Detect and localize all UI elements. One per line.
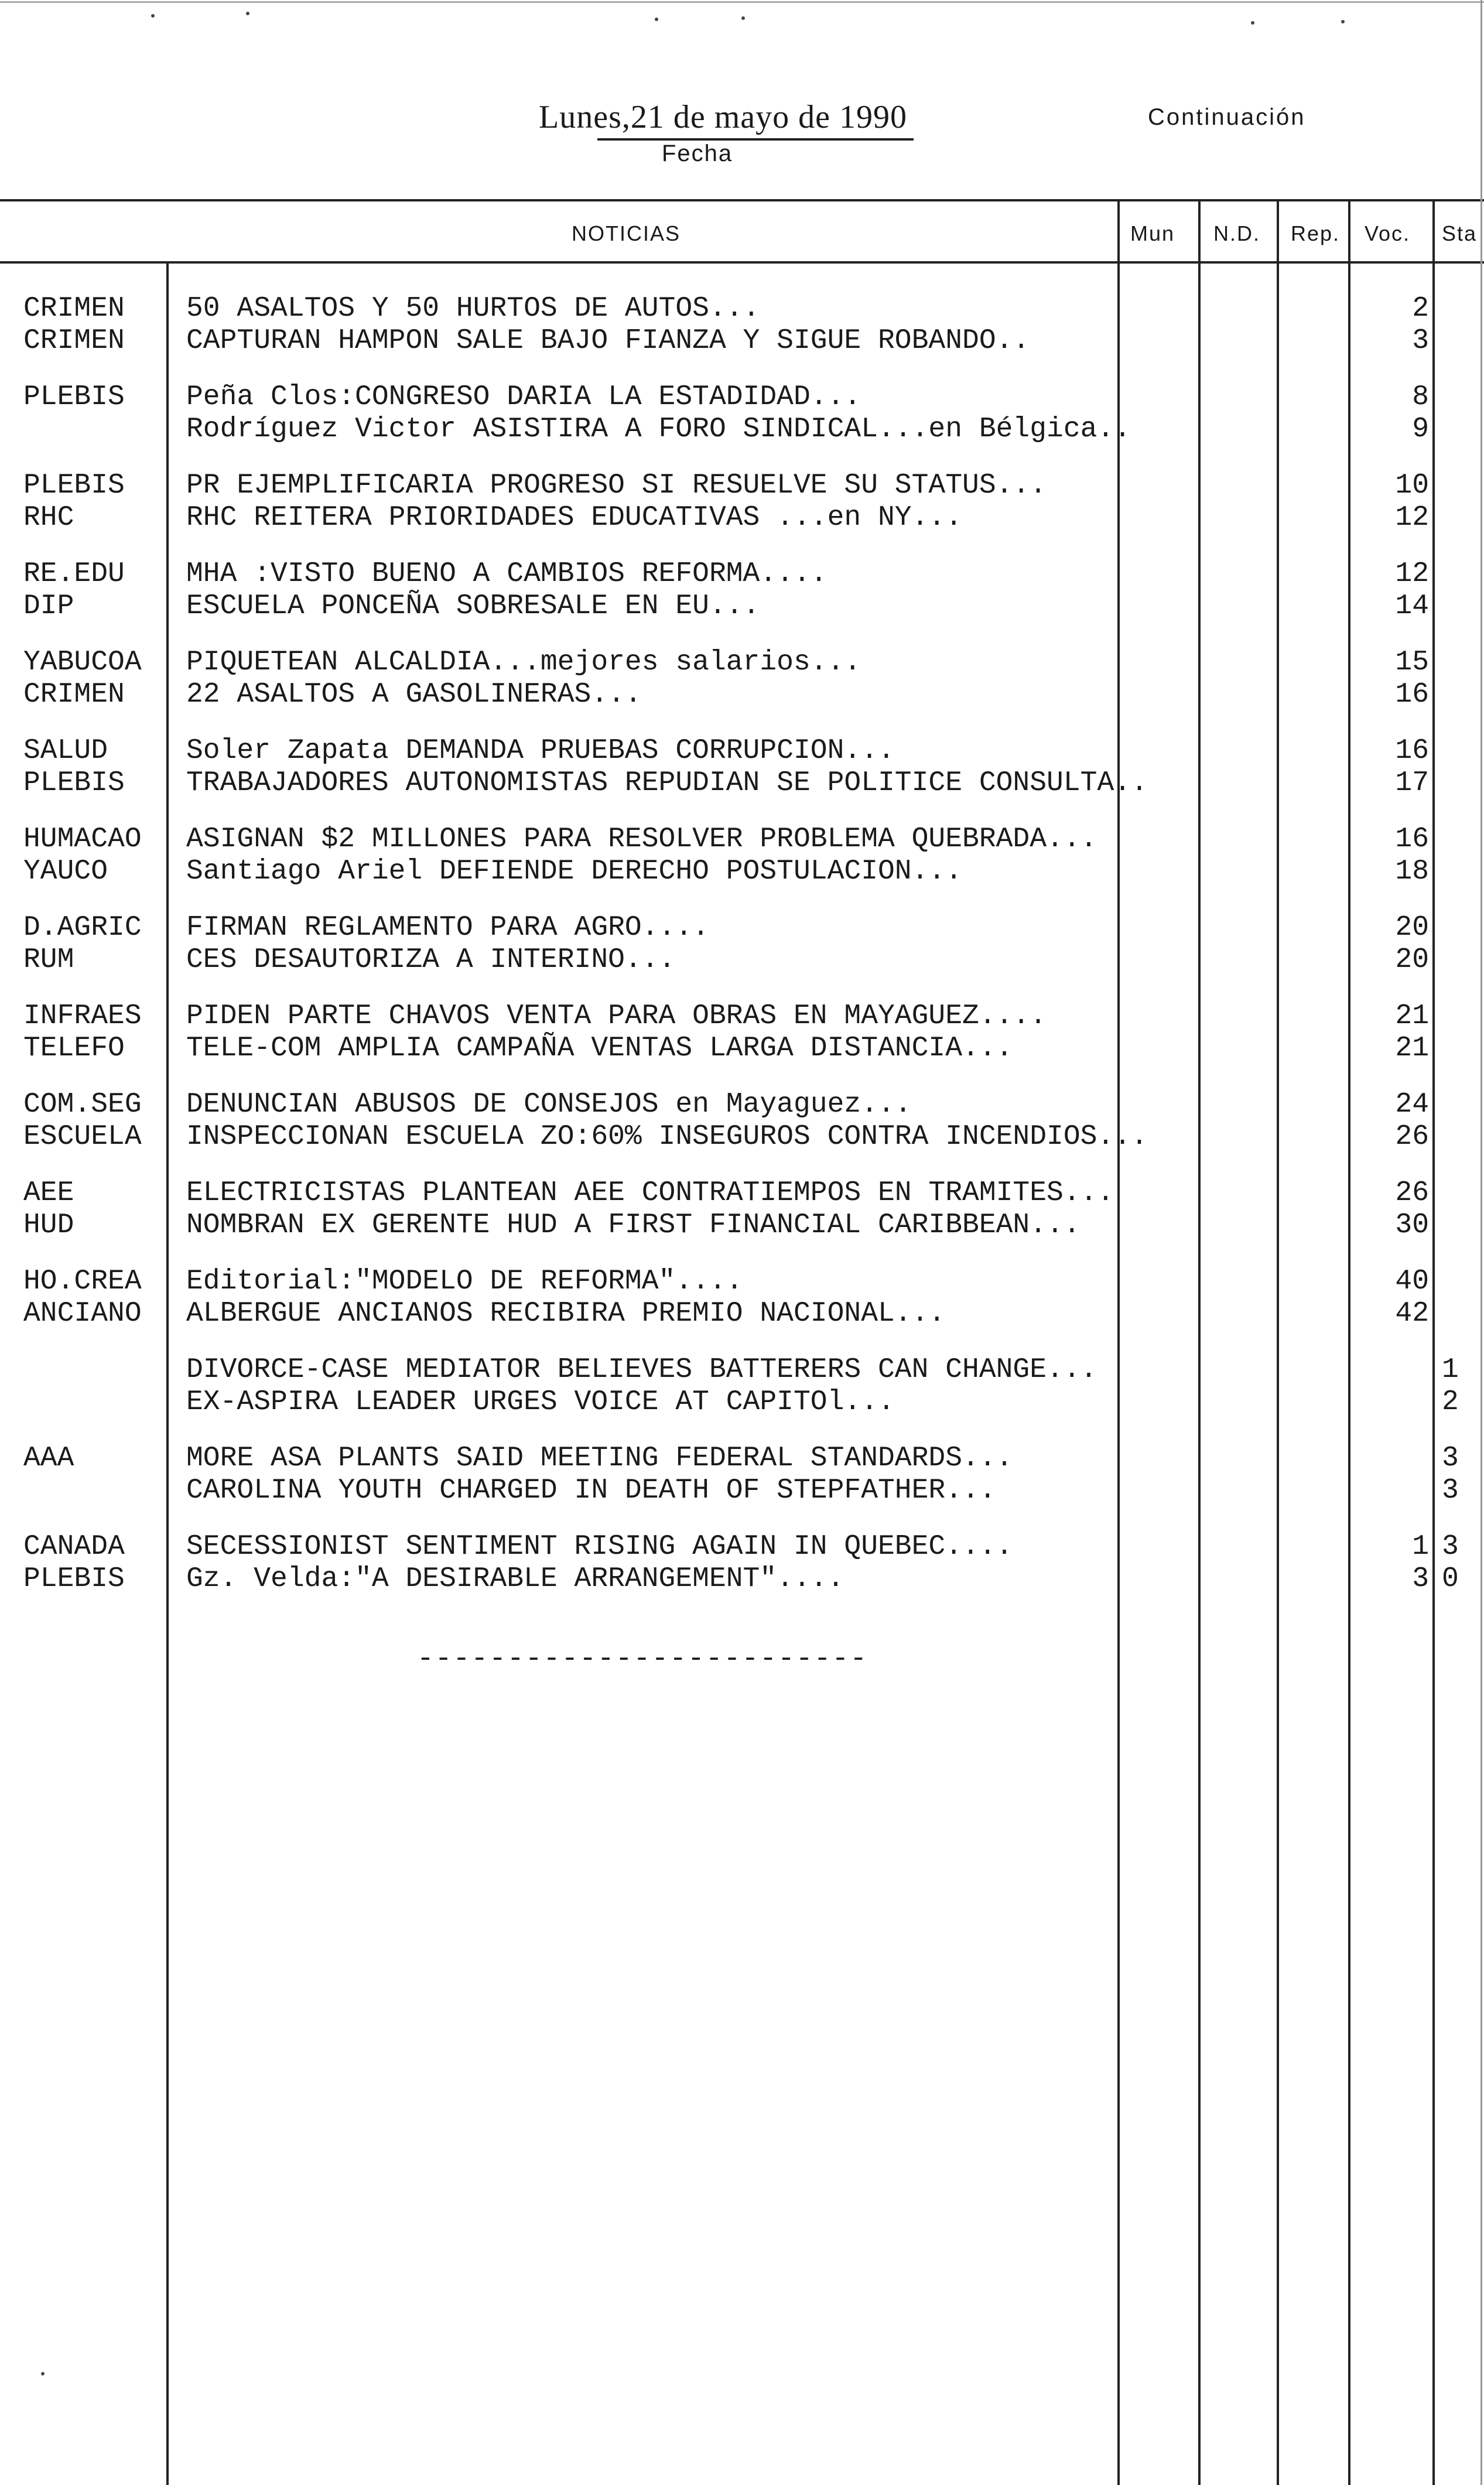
continuation-label: Continuación — [1148, 104, 1306, 130]
news-row — [0, 325, 1484, 357]
row-headline: TELE-COM AMPLIA CAMPAÑA VENTAS LARGA DISTANCIA... — [186, 1033, 1013, 1064]
row-sta: 3 — [1442, 1443, 1459, 1474]
row-headline: Rodríguez Victor ASISTIRA A FORO SINDICAL...en Bélgica.. — [186, 413, 1131, 445]
row-category: CRIMEN — [23, 679, 125, 710]
row-voc: 12 — [1395, 558, 1429, 590]
row-headline: SECESSIONIST SENTIMENT RISING AGAIN IN QUEBEC.... — [186, 1531, 1013, 1563]
row-category: CRIMEN — [23, 325, 125, 357]
sta-column-rule-left — [1432, 199, 1435, 2485]
row-sta: 3 — [1442, 1531, 1459, 1563]
row-headline: 22 ASALTOS A GASOLINERAS... — [186, 679, 642, 710]
row-category: HUMACAO — [23, 823, 142, 855]
row-headline: Gz. Velda:"A DESIRABLE ARRANGEMENT".... — [186, 1563, 844, 1595]
news-row — [0, 735, 1484, 767]
scan-speck — [741, 16, 745, 20]
row-sta: 0 — [1442, 1563, 1459, 1595]
row-headline: DENUNCIAN ABUSOS DE CONSEJOS en Mayaguez... — [186, 1089, 912, 1120]
row-headline: CES DESAUTORIZA A INTERINO... — [186, 944, 676, 976]
row-voc: 18 — [1395, 856, 1429, 887]
row-category: PLEBIS — [23, 470, 125, 501]
news-row — [0, 767, 1484, 799]
row-category: TELEFO — [23, 1033, 125, 1064]
row-headline: NOMBRAN EX GERENTE HUD A FIRST FINANCIAL CARIBBEAN... — [186, 1209, 1080, 1241]
row-voc: 42 — [1395, 1298, 1429, 1329]
row-category: PLEBIS — [23, 381, 125, 413]
scan-speck — [655, 18, 658, 21]
news-row — [0, 823, 1484, 856]
news-row — [0, 679, 1484, 711]
row-voc: 26 — [1395, 1177, 1429, 1209]
row-category: CANADA — [23, 1531, 125, 1563]
row-sta: 3 — [1442, 1475, 1459, 1506]
table-header-rule — [0, 261, 1484, 264]
news-row — [0, 1475, 1484, 1507]
row-voc: 8 — [1412, 381, 1429, 413]
row-category: COM.SEG — [23, 1089, 142, 1120]
row-headline: Santiago Ariel DEFIENDE DERECHO POSTULACION... — [186, 856, 963, 887]
scan-speck — [1251, 21, 1254, 25]
row-category: PLEBIS — [23, 1563, 125, 1595]
row-voc: 40 — [1395, 1266, 1429, 1297]
row-headline: Peña Clos:CONGRESO DARIA LA ESTADIDAD... — [186, 381, 861, 413]
row-voc: 16 — [1395, 823, 1429, 855]
news-row — [0, 381, 1484, 413]
row-headline: CAPTURAN HAMPON SALE BAJO FIANZA Y SIGUE ROBANDO.. — [186, 325, 1030, 357]
column-header-nd: N.D. — [1213, 221, 1260, 245]
row-voc: 30 — [1395, 1209, 1429, 1241]
news-row — [0, 944, 1484, 976]
row-headline: ESCUELA PONCEÑA SOBRESALE EN EU... — [186, 590, 760, 622]
end-of-list-dashes: ------------------------- — [417, 1643, 868, 1675]
row-voc: 16 — [1395, 735, 1429, 767]
news-row — [0, 502, 1484, 534]
row-sta: 1 — [1442, 1354, 1459, 1386]
row-voc: 17 — [1395, 767, 1429, 799]
row-category: HO.CREA — [23, 1266, 142, 1297]
news-row — [0, 1298, 1484, 1330]
scan-speck — [246, 12, 249, 15]
date-underline — [597, 138, 914, 141]
row-voc: 24 — [1395, 1089, 1429, 1120]
news-row — [0, 1531, 1484, 1563]
row-voc: 20 — [1395, 912, 1429, 944]
row-category: DIP — [23, 590, 74, 622]
news-row — [0, 1209, 1484, 1242]
row-voc: 15 — [1395, 647, 1429, 678]
news-row — [0, 912, 1484, 944]
rep-column-rule-left — [1277, 199, 1279, 2485]
row-voc: 3 — [1412, 1563, 1429, 1595]
row-category: INFRAES — [23, 1000, 142, 1032]
nd-column-rule-left — [1198, 199, 1201, 2485]
row-voc: 26 — [1395, 1121, 1429, 1153]
row-headline: PIQUETEAN ALCALDIA...mejores salarios... — [186, 647, 861, 678]
row-headline: EX-ASPIRA LEADER URGES VOICE AT CAPITOl... — [186, 1386, 895, 1418]
column-header-rep: Rep. — [1291, 221, 1341, 245]
row-headline: FIRMAN REGLAMENTO PARA AGRO.... — [186, 912, 709, 944]
news-row — [0, 1386, 1484, 1418]
row-headline: ALBERGUE ANCIANOS RECIBIRA PREMIO NACIONAL... — [186, 1298, 946, 1329]
news-row — [0, 413, 1484, 446]
row-headline: INSPECCIONAN ESCUELA ZO:60% INSEGUROS CONTRA INCENDIOS... — [186, 1121, 1148, 1153]
row-headline: 50 ASALTOS Y 50 HURTOS DE AUTOS... — [186, 293, 760, 324]
row-voc: 12 — [1395, 502, 1429, 534]
news-row — [0, 590, 1484, 623]
row-category: D.AGRIC — [23, 912, 142, 944]
row-category: RHC — [23, 502, 74, 534]
header-date: Lunes,21 de mayo de 1990 — [539, 99, 907, 135]
row-headline: DIVORCE-CASE MEDIATOR BELIEVES BATTERERS CAN CHANGE... — [186, 1354, 1097, 1386]
row-sta: 2 — [1442, 1386, 1459, 1418]
top-border — [0, 1, 1484, 3]
news-row — [0, 470, 1484, 502]
right-page-edge — [1480, 0, 1482, 2485]
news-row — [0, 558, 1484, 590]
row-category: SALUD — [23, 735, 108, 767]
row-category: RUM — [23, 944, 74, 976]
row-headline: TRABAJADORES AUTONOMISTAS REPUDIAN SE POLITICE CONSULTA.. — [186, 767, 1148, 799]
row-voc: 21 — [1395, 1033, 1429, 1064]
voc-column-rule-left — [1348, 199, 1350, 2485]
row-voc: 9 — [1412, 413, 1429, 445]
row-category: HUD — [23, 1209, 74, 1241]
news-row — [0, 1354, 1484, 1386]
row-voc: 20 — [1395, 944, 1429, 976]
row-headline: Editorial:"MODELO DE REFORMA".... — [186, 1266, 743, 1297]
news-row — [0, 1563, 1484, 1595]
scan-speck — [41, 2372, 45, 2375]
row-category: ESCUELA — [23, 1121, 142, 1153]
row-headline: PIDEN PARTE CHAVOS VENTA PARA OBRAS EN MAYAGUEZ.... — [186, 1000, 1047, 1032]
scan-speck — [1341, 20, 1345, 23]
mun-column-rule-left — [1117, 199, 1120, 2485]
news-row — [0, 1033, 1484, 1065]
row-headline: Soler Zapata DEMANDA PRUEBAS CORRUPCION... — [186, 735, 895, 767]
news-row — [0, 1443, 1484, 1475]
news-row — [0, 1266, 1484, 1298]
news-row — [0, 1121, 1484, 1153]
news-row — [0, 856, 1484, 888]
column-header-sta: Sta — [1442, 221, 1478, 245]
row-category: YABUCOA — [23, 647, 142, 678]
row-category: PLEBIS — [23, 767, 125, 799]
row-voc: 14 — [1395, 590, 1429, 622]
row-headline: RHC REITERA PRIORIDADES EDUCATIVAS ...en NY... — [186, 502, 963, 534]
column-header-mun: Mun — [1130, 221, 1175, 245]
news-row — [0, 293, 1484, 325]
news-row — [0, 1000, 1484, 1033]
news-row — [0, 647, 1484, 679]
row-headline: MHA :VISTO BUENO A CAMBIOS REFORMA.... — [186, 558, 828, 590]
row-category: RE.EDU — [23, 558, 125, 590]
row-category: YAUCO — [23, 856, 108, 887]
table-top-rule — [0, 199, 1484, 201]
scan-speck — [151, 14, 155, 18]
news-row — [0, 1177, 1484, 1209]
news-row — [0, 1089, 1484, 1121]
row-voc: 1 — [1412, 1531, 1429, 1563]
row-category: AAA — [23, 1443, 74, 1474]
row-voc: 3 — [1412, 325, 1429, 357]
date-label: Fecha — [662, 141, 733, 166]
row-headline: CAROLINA YOUTH CHARGED IN DEATH OF STEPFATHER... — [186, 1475, 996, 1506]
row-voc: 2 — [1412, 293, 1429, 324]
row-category: CRIMEN — [23, 293, 125, 324]
row-voc: 16 — [1395, 679, 1429, 710]
row-headline: ASIGNAN $2 MILLONES PARA RESOLVER PROBLEMA QUEBRADA... — [186, 823, 1097, 855]
row-voc: 21 — [1395, 1000, 1429, 1032]
column-header-voc: Voc. — [1365, 221, 1411, 245]
column-header-noticias: NOTICIAS — [572, 221, 681, 245]
row-headline: PR EJEMPLIFICARIA PROGRESO SI RESUELVE SU STATUS... — [186, 470, 1047, 501]
row-headline: ELECTRICISTAS PLANTEAN AEE CONTRATIEMPOS EN TRAMITES... — [186, 1177, 1114, 1209]
row-voc: 10 — [1395, 470, 1429, 501]
row-category: AEE — [23, 1177, 74, 1209]
row-headline: MORE ASA PLANTS SAID MEETING FEDERAL STANDARDS... — [186, 1443, 1013, 1474]
row-category: ANCIANO — [23, 1298, 142, 1329]
